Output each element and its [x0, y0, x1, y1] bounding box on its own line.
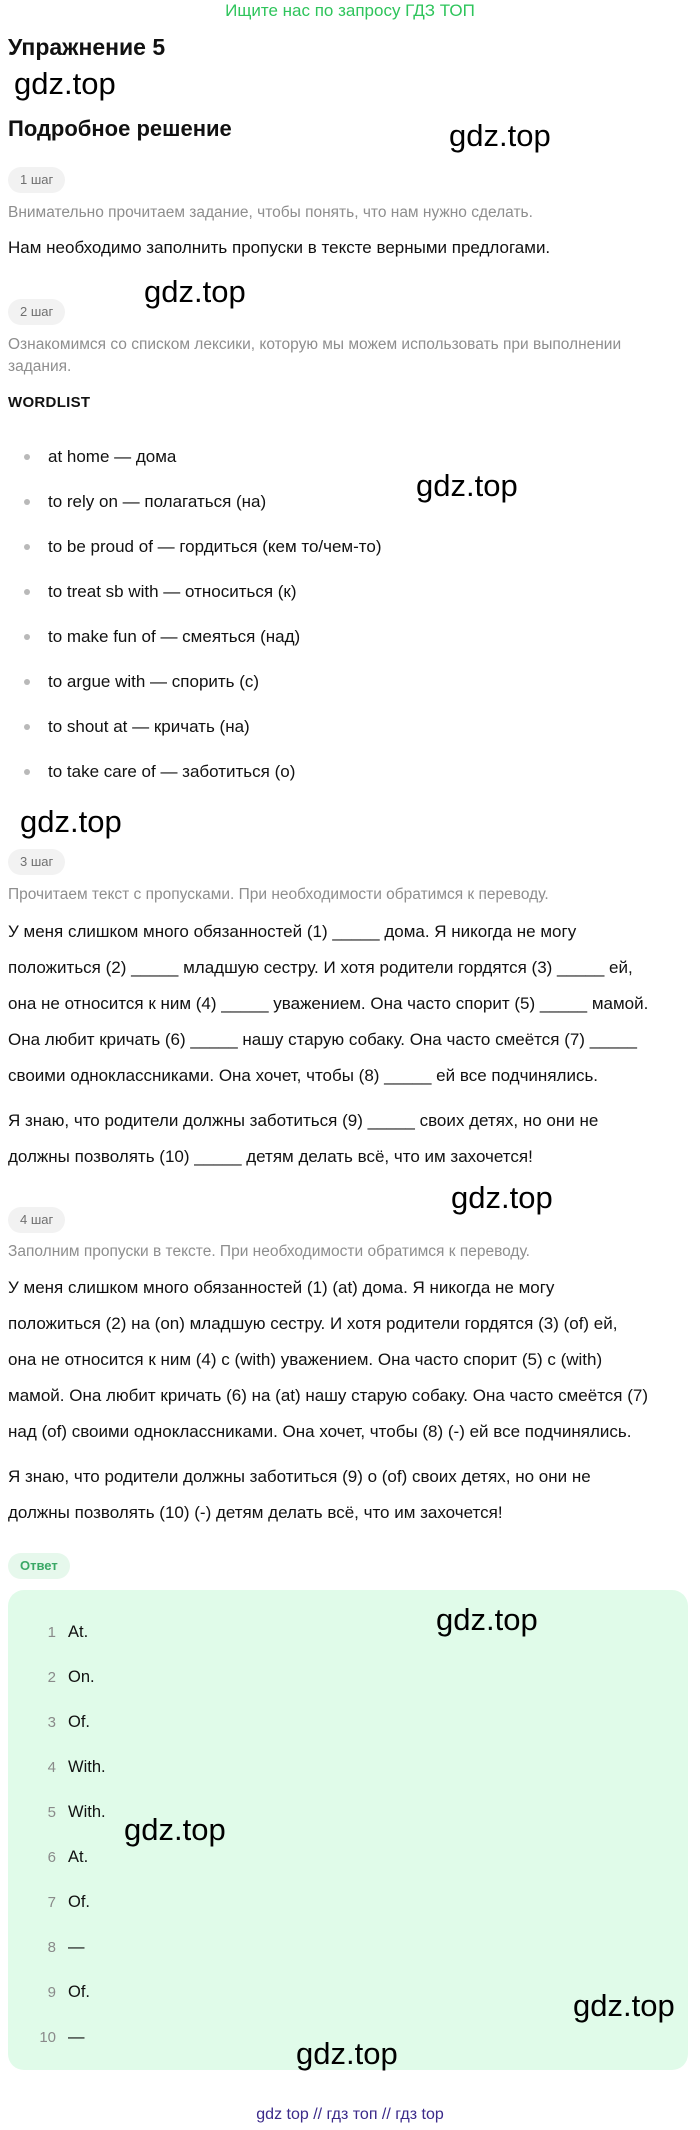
filled-text: Я знаю, что родители должны заботиться (9) о (of) своих детях, но они не должны позволять (10) (-) детям делать всё, что им захочется!	[8, 1467, 591, 1522]
step-badge: 3 шаг	[8, 849, 65, 875]
wordlist-title: WORDLIST	[8, 394, 91, 411]
answer-item: 6 At.	[47, 1848, 89, 1866]
footer-links[interactable]: gdz top // гдз топ // гдз top	[256, 2106, 444, 2123]
filled-text: У меня слишком много обязанностей (1) (at) дома. Я никогда не могу положиться (2) на (on) младшую сестру. И хотя родители гордятся (3) (of) ей, она не относится к ним (4) с (with) уважением. Она часто спорит (5) с (with) мамой. Она любит кричать (6) на (at) нашу старую собаку. Она часто смеётся (7) над (of) своими одноклассниками. Она хочет, чтобы (8) (-) ей все подчинялись.	[8, 1278, 648, 1441]
watermark: gdz.top	[573, 1988, 675, 2023]
bullet-icon	[24, 634, 30, 640]
bullet-icon	[24, 724, 30, 730]
watermark: gdz.top	[14, 66, 116, 101]
step-hint: Заполним пропуски в тексте. При необходимости обратимся к переводу.	[8, 1243, 530, 1260]
wordlist-item: to make fun of — смеяться (над)	[8, 614, 688, 659]
wordlist	[8, 434, 688, 794]
watermark: gdz.top	[451, 1180, 553, 1215]
answer-badge: Ответ	[8, 1553, 70, 1579]
watermark: gdz.top	[124, 1812, 226, 1847]
answer-item: 2 On.	[47, 1668, 95, 1686]
watermark: gdz.top	[436, 1602, 538, 1637]
gap-text: У меня слишком много обязанностей (1) _____ дома. Я никогда не могу положиться (2) _____ младшую сестру. И хотя родители гордятся (3) _____ ей, она не относится к ним (4) _____ уважением. Она часто спорит (5) _____ мамой. Она любит кричать (6) _____ нашу старую собаку. Она часто смеётся (7) _____ своими одноклассниками. Она хочет, чтобы (8) _____ ей все подчинялись.	[8, 922, 649, 1085]
solution-heading: Подробное решение	[8, 116, 232, 141]
watermark: gdz.top	[296, 2036, 398, 2071]
answer-item: 8 —	[47, 1938, 85, 1956]
answer-item: 1 At.	[47, 1623, 89, 1641]
step-hint: Ознакомимся со списком лексики, которую мы можем использовать при выполнении задания.	[8, 336, 622, 375]
answer-item: 5 With.	[47, 1803, 106, 1821]
bullet-icon	[24, 454, 30, 460]
step-hint: Прочитаем текст с пропусками. При необходимости обратимся к переводу.	[8, 886, 549, 903]
answer-item: 7 Of.	[47, 1893, 91, 1911]
step-badge: 4 шаг	[8, 1207, 65, 1233]
step-hint: Внимательно прочитаем задание, чтобы понять, что нам нужно сделать.	[8, 204, 533, 221]
watermark: gdz.top	[416, 468, 518, 503]
bullet-icon	[24, 544, 30, 550]
wordlist-item: to take care of — заботиться (о)	[8, 749, 688, 794]
wordlist-item: at home — дома	[8, 434, 688, 479]
step-badge: 1 шаг	[8, 167, 65, 193]
watermark: gdz.top	[144, 274, 246, 309]
bullet-icon	[24, 589, 30, 595]
step-badge: 2 шаг	[8, 299, 65, 325]
step-text: Нам необходимо заполнить пропуски в тексте верными предлогами.	[8, 238, 551, 257]
promo-banner[interactable]: Ищите нас по запросу ГДЗ ТОП	[225, 1, 475, 20]
watermark: gdz.top	[449, 118, 551, 153]
wordlist-item: to argue with — спорить (с)	[8, 659, 688, 704]
bullet-icon	[24, 769, 30, 775]
gap-text: Я знаю, что родители должны заботиться (9) _____ своих детях, но они не должны позволять (10) _____ детям делать всё, что им захочется!	[8, 1111, 599, 1166]
wordlist-item: to treat sb with — относиться (к)	[8, 569, 688, 614]
watermark: gdz.top	[20, 804, 122, 839]
answer-item: 3 Of.	[47, 1713, 91, 1731]
exercise-title: Упражнение 5	[8, 34, 166, 60]
answer-item: 9 Of.	[47, 1983, 91, 2001]
answer-item: 4 With.	[47, 1758, 106, 1776]
wordlist-item: to rely on — полагаться (на)	[8, 479, 688, 524]
bullet-icon	[24, 679, 30, 685]
bullet-icon	[24, 499, 30, 505]
wordlist-item: to be proud of — гордиться (кем то/чем-то)	[8, 524, 688, 569]
answer-item: 10 —	[39, 2028, 85, 2046]
wordlist-item: to shout at — кричать (на)	[8, 704, 688, 749]
